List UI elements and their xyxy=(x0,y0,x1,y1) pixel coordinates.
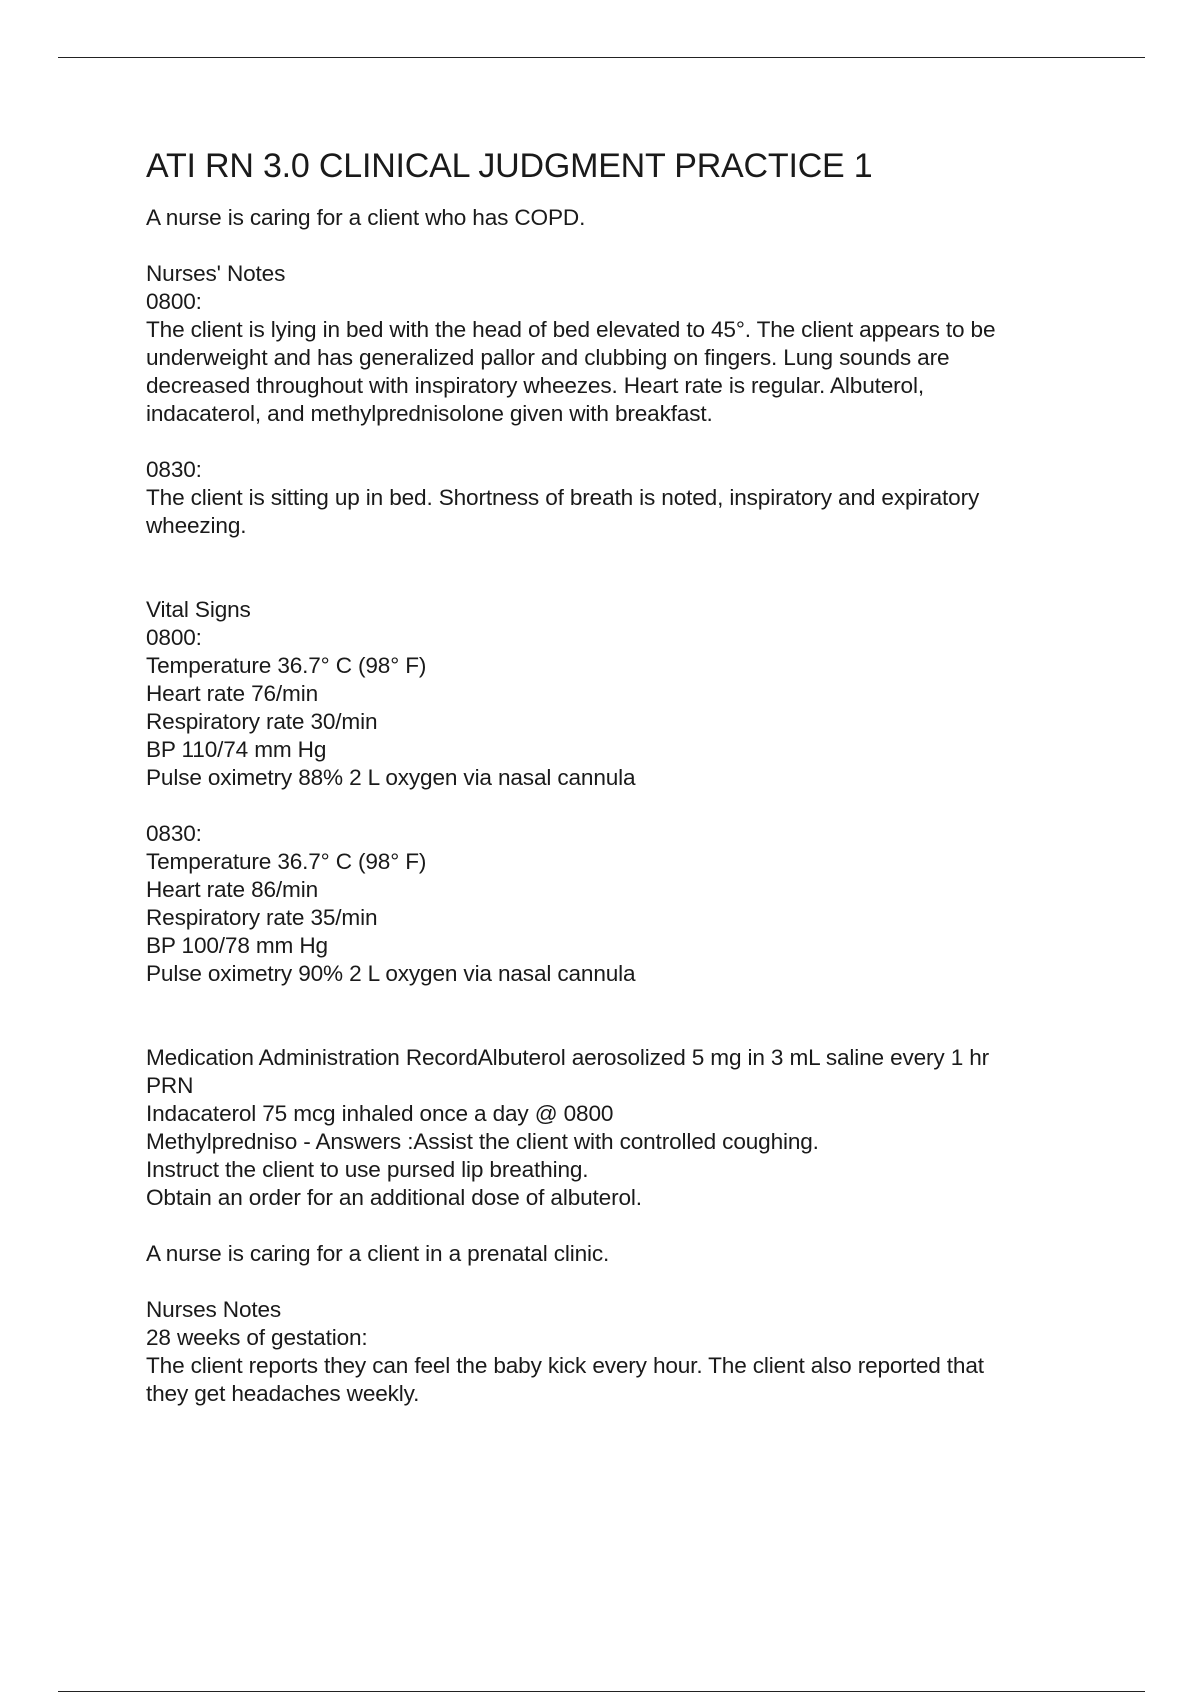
gestation-label: 28 weeks of gestation: xyxy=(146,1325,368,1350)
note-line: The client is sitting up in bed. Shortness of breath is noted, inspiratory and expiratory xyxy=(146,485,980,510)
note-line: The client reports they can feel the baby kick every hour. The client also reported that xyxy=(146,1353,984,1378)
vitals-line: Temperature 36.7° C (98° F) xyxy=(146,653,427,678)
medication-line: PRN xyxy=(146,1073,194,1098)
note-line: underweight and has generalized pallor and clubbing on fingers. Lung sounds are xyxy=(146,345,950,370)
note-line: they get headaches weekly. xyxy=(146,1381,420,1406)
case-intro: A nurse is caring for a client in a prenatal clinic. xyxy=(146,1241,610,1266)
document-page xyxy=(146,146,1106,1408)
answer-line: Obtain an order for an additional dose of albuterol. xyxy=(146,1185,642,1210)
note-line: decreased throughout with inspiratory wheezes. Heart rate is regular. Albuterol, xyxy=(146,373,924,398)
note-time: 0830: xyxy=(146,457,202,482)
note-line: wheezing. xyxy=(146,513,247,538)
note-line: The client is lying in bed with the head of bed elevated to 45°. The client appears to be xyxy=(146,317,996,342)
nurses-notes-heading: Nurses Notes xyxy=(146,1297,282,1322)
vitals-time: 0800: xyxy=(146,625,202,650)
bottom-divider xyxy=(58,1691,1145,1692)
vitals-line: BP 100/78 mm Hg xyxy=(146,933,328,958)
note-time: 0800: xyxy=(146,289,202,314)
document-title: ATI RN 3.0 CLINICAL JUDGMENT PRACTICE 1 xyxy=(146,147,873,185)
vitals-line: Temperature 36.7° C (98° F) xyxy=(146,849,427,874)
vitals-time: 0830: xyxy=(146,821,202,846)
vitals-line: Heart rate 86/min xyxy=(146,877,319,902)
document-body xyxy=(146,204,1106,1408)
note-line: indacaterol, and methylprednisolone given with breakfast. xyxy=(146,401,713,426)
case-intro: A nurse is caring for a client who has COPD. xyxy=(146,205,586,230)
answer-line: Instruct the client to use pursed lip breathing. xyxy=(146,1157,589,1182)
vitals-line: Heart rate 76/min xyxy=(146,681,319,706)
top-divider xyxy=(58,57,1145,58)
vitals-line: Respiratory rate 35/min xyxy=(146,905,378,930)
vitals-line: Pulse oximetry 88% 2 L oxygen via nasal cannula xyxy=(146,765,636,790)
medication-line: Medication Administration RecordAlbuterol aerosolized 5 mg in 3 mL saline every 1 hr xyxy=(146,1045,990,1070)
vitals-line: Pulse oximetry 90% 2 L oxygen via nasal cannula xyxy=(146,961,636,986)
nurses-notes-heading: Nurses' Notes xyxy=(146,261,286,286)
vitals-line: BP 110/74 mm Hg xyxy=(146,737,327,762)
medication-line: Indacaterol 75 mcg inhaled once a day @ 0800 xyxy=(146,1101,614,1126)
vital-signs-heading: Vital Signs xyxy=(146,597,251,622)
vitals-line: Respiratory rate 30/min xyxy=(146,709,378,734)
answer-line: Methylpredniso - Answers :Assist the client with controlled coughing. xyxy=(146,1129,819,1154)
